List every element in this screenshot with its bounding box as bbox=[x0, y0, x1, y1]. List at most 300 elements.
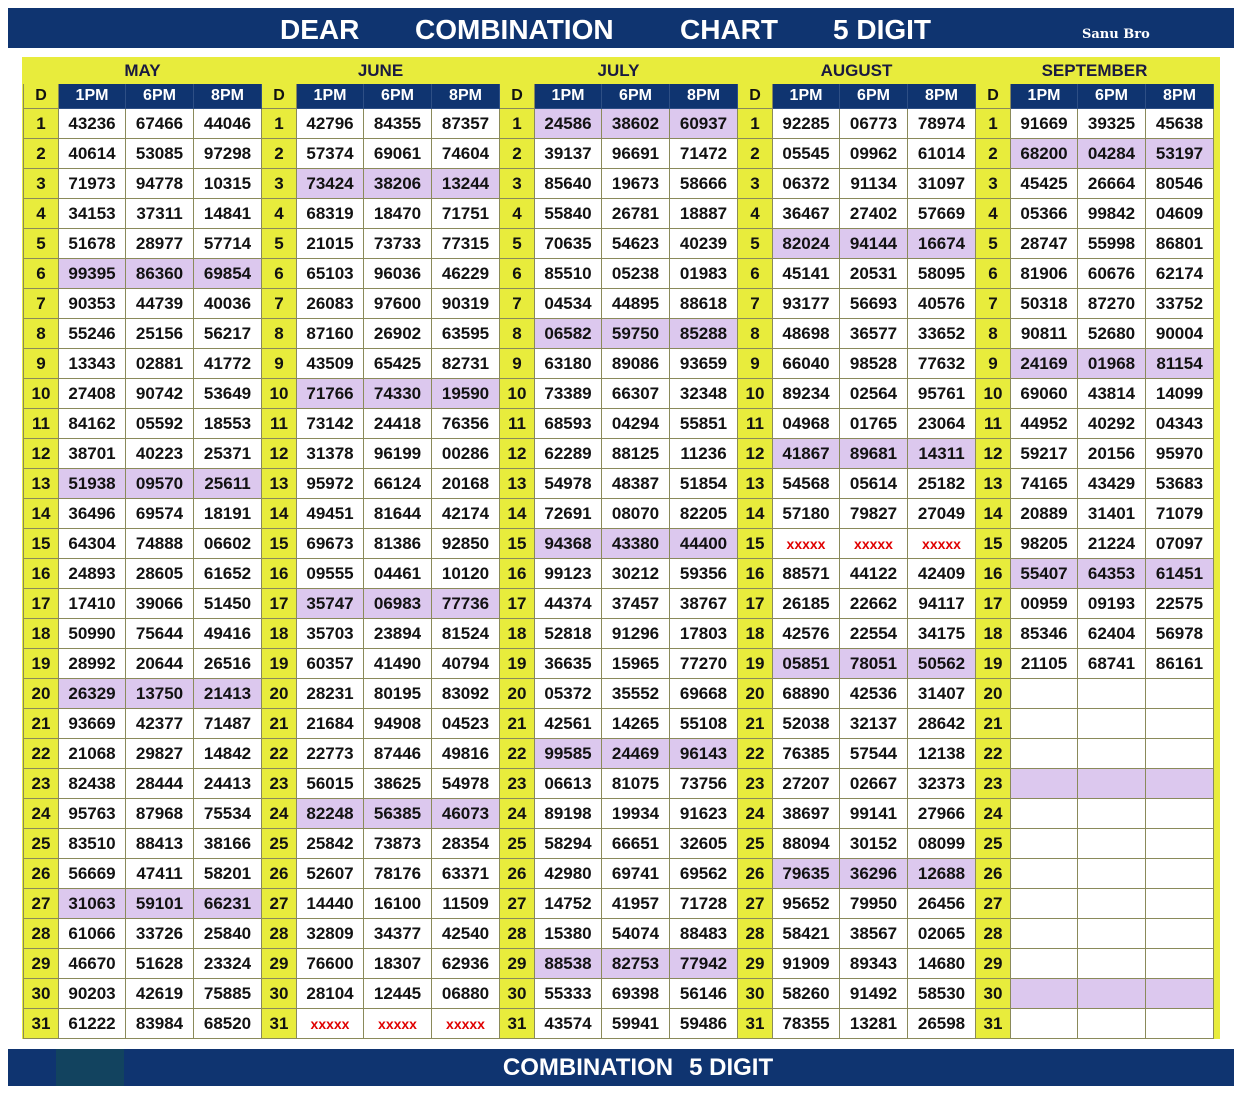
result-cell: 61451 bbox=[1146, 559, 1214, 589]
result-cell bbox=[1078, 769, 1146, 799]
result-cell: 32137 bbox=[840, 709, 908, 739]
day-number-cell: 11 bbox=[24, 409, 59, 439]
result-cell: 94368 bbox=[535, 529, 602, 559]
result-cell: 56978 bbox=[1146, 619, 1214, 649]
result-cell: 76356 bbox=[432, 409, 500, 439]
result-cell: 30152 bbox=[840, 829, 908, 859]
result-cell: 51854 bbox=[670, 469, 738, 499]
day-number-cell: 19 bbox=[500, 649, 535, 679]
result-cell bbox=[1146, 919, 1214, 949]
result-cell: 91669 bbox=[1011, 109, 1078, 139]
day-number-cell: 2 bbox=[262, 139, 297, 169]
result-cell: 58530 bbox=[908, 979, 976, 1009]
day-number-cell: 23 bbox=[500, 769, 535, 799]
result-cell: 54623 bbox=[602, 229, 670, 259]
day-number-cell: 29 bbox=[500, 949, 535, 979]
day-number-cell: 22 bbox=[976, 739, 1011, 769]
footer-caption bbox=[0, 1049, 1242, 1086]
result-cell: 90742 bbox=[126, 379, 194, 409]
day-number-cell: 7 bbox=[500, 289, 535, 319]
day-number-cell: 8 bbox=[976, 319, 1011, 349]
day-number-cell: 21 bbox=[976, 709, 1011, 739]
result-cell: 05238 bbox=[602, 259, 670, 289]
result-cell bbox=[1078, 949, 1146, 979]
result-cell: 26456 bbox=[908, 889, 976, 919]
day-number-cell: 21 bbox=[24, 709, 59, 739]
day-number-cell: 9 bbox=[262, 349, 297, 379]
result-cell: 41957 bbox=[602, 889, 670, 919]
table-row bbox=[24, 709, 1214, 739]
day-number-cell: 30 bbox=[262, 979, 297, 1009]
result-cell: 65425 bbox=[364, 349, 432, 379]
result-cell: 42540 bbox=[432, 919, 500, 949]
day-number-cell: 9 bbox=[976, 349, 1011, 379]
result-cell: 07097 bbox=[1146, 529, 1214, 559]
table-row bbox=[24, 589, 1214, 619]
result-cell: 45425 bbox=[1011, 169, 1078, 199]
day-number-cell: 2 bbox=[500, 139, 535, 169]
result-cell: 50318 bbox=[1011, 289, 1078, 319]
result-cell: 21015 bbox=[297, 229, 364, 259]
result-cell: 87968 bbox=[126, 799, 194, 829]
day-number-cell: 29 bbox=[976, 949, 1011, 979]
result-cell: 55840 bbox=[535, 199, 602, 229]
result-cell: 53085 bbox=[126, 139, 194, 169]
result-cell: 89198 bbox=[535, 799, 602, 829]
result-cell: 11236 bbox=[670, 439, 738, 469]
result-cell: 94144 bbox=[840, 229, 908, 259]
result-cell: 62174 bbox=[1146, 259, 1214, 289]
result-cell: 65103 bbox=[297, 259, 364, 289]
table-row bbox=[24, 409, 1214, 439]
result-cell: 38567 bbox=[840, 919, 908, 949]
result-cell: 14752 bbox=[535, 889, 602, 919]
result-cell: 21684 bbox=[297, 709, 364, 739]
result-cell: 84162 bbox=[59, 409, 126, 439]
result-cell: 22662 bbox=[840, 589, 908, 619]
day-number-cell: 8 bbox=[738, 319, 773, 349]
result-cell bbox=[1078, 739, 1146, 769]
table-row bbox=[24, 499, 1214, 529]
result-cell: 43814 bbox=[1078, 379, 1146, 409]
day-number-cell: 4 bbox=[262, 199, 297, 229]
result-cell: 18470 bbox=[364, 199, 432, 229]
result-cell: 26664 bbox=[1078, 169, 1146, 199]
day-number-cell: 12 bbox=[500, 439, 535, 469]
result-cell: xxxxx bbox=[840, 529, 908, 559]
day-number-cell: 19 bbox=[24, 649, 59, 679]
result-cell bbox=[1011, 709, 1078, 739]
result-cell bbox=[1146, 769, 1214, 799]
result-cell: 28642 bbox=[908, 709, 976, 739]
result-cell: 74604 bbox=[432, 139, 500, 169]
result-cell: 56015 bbox=[297, 769, 364, 799]
result-cell: 99585 bbox=[535, 739, 602, 769]
result-cell: 36467 bbox=[773, 199, 840, 229]
result-cell bbox=[1078, 919, 1146, 949]
result-cell: 13281 bbox=[840, 1009, 908, 1039]
result-cell: 44895 bbox=[602, 289, 670, 319]
day-number-cell: 30 bbox=[24, 979, 59, 1009]
result-cell: 88125 bbox=[602, 439, 670, 469]
day-number-cell: 28 bbox=[24, 919, 59, 949]
result-cell: 68593 bbox=[535, 409, 602, 439]
result-cell: 55333 bbox=[535, 979, 602, 1009]
day-number-cell: 20 bbox=[738, 679, 773, 709]
result-cell: 82205 bbox=[670, 499, 738, 529]
result-cell: 66651 bbox=[602, 829, 670, 859]
day-number-cell: 18 bbox=[976, 619, 1011, 649]
day-number-cell: 11 bbox=[976, 409, 1011, 439]
day-number-cell: 18 bbox=[24, 619, 59, 649]
combination-chart-table bbox=[23, 58, 1214, 1039]
day-number-cell: 8 bbox=[500, 319, 535, 349]
result-cell: 71973 bbox=[59, 169, 126, 199]
result-cell: 78355 bbox=[773, 1009, 840, 1039]
day-number-cell: 10 bbox=[262, 379, 297, 409]
result-cell: 56217 bbox=[194, 319, 262, 349]
day-number-cell: 9 bbox=[738, 349, 773, 379]
day-number-cell: 13 bbox=[976, 469, 1011, 499]
result-cell: 16674 bbox=[908, 229, 976, 259]
result-cell: 81386 bbox=[364, 529, 432, 559]
result-cell: 28977 bbox=[126, 229, 194, 259]
result-cell: 69060 bbox=[1011, 379, 1078, 409]
result-cell: 61066 bbox=[59, 919, 126, 949]
result-cell: 46073 bbox=[432, 799, 500, 829]
result-cell: 56669 bbox=[59, 859, 126, 889]
result-cell: 76600 bbox=[297, 949, 364, 979]
result-cell: 22575 bbox=[1146, 589, 1214, 619]
result-cell: 42796 bbox=[297, 109, 364, 139]
result-cell: 02881 bbox=[126, 349, 194, 379]
day-number-cell: 26 bbox=[738, 859, 773, 889]
result-cell: 52680 bbox=[1078, 319, 1146, 349]
result-cell: 56693 bbox=[840, 289, 908, 319]
result-cell: 57669 bbox=[908, 199, 976, 229]
result-cell: 64304 bbox=[59, 529, 126, 559]
day-number-cell: 31 bbox=[976, 1009, 1011, 1039]
result-cell: 19934 bbox=[602, 799, 670, 829]
result-cell: 59486 bbox=[670, 1009, 738, 1039]
result-cell: 12138 bbox=[908, 739, 976, 769]
result-cell: 88571 bbox=[773, 559, 840, 589]
result-cell bbox=[1011, 859, 1078, 889]
result-cell: 32605 bbox=[670, 829, 738, 859]
result-cell: 44046 bbox=[194, 109, 262, 139]
result-cell: 06372 bbox=[773, 169, 840, 199]
result-cell: 00286 bbox=[432, 439, 500, 469]
table-row bbox=[24, 139, 1214, 169]
result-cell: 76385 bbox=[773, 739, 840, 769]
table-row bbox=[24, 799, 1214, 829]
result-cell: 48698 bbox=[773, 319, 840, 349]
result-cell: 47411 bbox=[126, 859, 194, 889]
result-cell bbox=[1146, 859, 1214, 889]
day-number-cell: 1 bbox=[500, 109, 535, 139]
result-cell: 61652 bbox=[194, 559, 262, 589]
day-number-cell: 23 bbox=[24, 769, 59, 799]
result-cell: 77632 bbox=[908, 349, 976, 379]
result-cell: 69673 bbox=[297, 529, 364, 559]
day-number-cell: 30 bbox=[500, 979, 535, 1009]
result-cell: xxxxx bbox=[773, 529, 840, 559]
result-cell: 73756 bbox=[670, 769, 738, 799]
table-row bbox=[24, 529, 1214, 559]
result-cell: 96036 bbox=[364, 259, 432, 289]
result-cell: 51450 bbox=[194, 589, 262, 619]
result-cell: 78051 bbox=[840, 649, 908, 679]
table-row bbox=[24, 169, 1214, 199]
result-cell: 18887 bbox=[670, 199, 738, 229]
result-cell bbox=[1078, 829, 1146, 859]
day-number-cell: 3 bbox=[24, 169, 59, 199]
slot-column-header: 8PM bbox=[1146, 84, 1214, 109]
table-row bbox=[24, 109, 1214, 139]
day-number-cell: 25 bbox=[24, 829, 59, 859]
result-cell: 91623 bbox=[670, 799, 738, 829]
result-cell: 83092 bbox=[432, 679, 500, 709]
result-cell: 40614 bbox=[59, 139, 126, 169]
table-row bbox=[24, 829, 1214, 859]
result-cell: 94117 bbox=[908, 589, 976, 619]
result-cell bbox=[1011, 769, 1078, 799]
day-number-cell: 29 bbox=[24, 949, 59, 979]
result-cell: 28747 bbox=[1011, 229, 1078, 259]
table-row bbox=[24, 379, 1214, 409]
month-title-august: AUGUST bbox=[738, 59, 976, 84]
day-number-cell: 31 bbox=[262, 1009, 297, 1039]
day-number-cell: 28 bbox=[976, 919, 1011, 949]
day-number-cell: 7 bbox=[738, 289, 773, 319]
result-cell: 99842 bbox=[1078, 199, 1146, 229]
result-cell: 95763 bbox=[59, 799, 126, 829]
result-cell: 46229 bbox=[432, 259, 500, 289]
result-cell: 24586 bbox=[535, 109, 602, 139]
result-cell: 68200 bbox=[1011, 139, 1078, 169]
day-number-cell: 18 bbox=[738, 619, 773, 649]
result-cell: 43574 bbox=[535, 1009, 602, 1039]
result-cell: 88538 bbox=[535, 949, 602, 979]
result-cell: 81644 bbox=[364, 499, 432, 529]
day-number-cell: 10 bbox=[24, 379, 59, 409]
title-banner bbox=[8, 8, 1234, 48]
result-cell: 71487 bbox=[194, 709, 262, 739]
result-cell: 18553 bbox=[194, 409, 262, 439]
result-cell: 83510 bbox=[59, 829, 126, 859]
day-number-cell: 14 bbox=[262, 499, 297, 529]
result-cell: 39137 bbox=[535, 139, 602, 169]
day-number-cell: 3 bbox=[738, 169, 773, 199]
result-cell: 58095 bbox=[908, 259, 976, 289]
result-cell: 54978 bbox=[535, 469, 602, 499]
day-number-cell: 10 bbox=[500, 379, 535, 409]
slot-column-header: 1PM bbox=[1011, 84, 1078, 109]
result-cell: 69398 bbox=[602, 979, 670, 1009]
result-cell: 50562 bbox=[908, 649, 976, 679]
result-cell bbox=[1146, 829, 1214, 859]
result-cell: 04968 bbox=[773, 409, 840, 439]
result-cell: 48387 bbox=[602, 469, 670, 499]
footer-word-combination: COMBINATION bbox=[502, 1054, 674, 1081]
result-cell: 40239 bbox=[670, 229, 738, 259]
result-cell bbox=[1078, 709, 1146, 739]
table-row bbox=[24, 319, 1214, 349]
day-number-cell: 7 bbox=[262, 289, 297, 319]
day-number-cell: 27 bbox=[500, 889, 535, 919]
result-cell: 40292 bbox=[1078, 409, 1146, 439]
day-number-cell: 4 bbox=[976, 199, 1011, 229]
result-cell: 46670 bbox=[59, 949, 126, 979]
day-number-cell: 2 bbox=[24, 139, 59, 169]
result-cell: 62936 bbox=[432, 949, 500, 979]
day-number-cell: 15 bbox=[976, 529, 1011, 559]
result-cell: 13343 bbox=[59, 349, 126, 379]
day-number-cell: 16 bbox=[738, 559, 773, 589]
result-cell: 36635 bbox=[535, 649, 602, 679]
result-cell: 08099 bbox=[908, 829, 976, 859]
day-number-cell: 16 bbox=[500, 559, 535, 589]
day-number-cell: 15 bbox=[24, 529, 59, 559]
day-number-cell: 15 bbox=[262, 529, 297, 559]
result-cell: 27049 bbox=[908, 499, 976, 529]
result-cell: 37457 bbox=[602, 589, 670, 619]
result-cell: 71472 bbox=[670, 139, 738, 169]
result-cell: 88483 bbox=[670, 919, 738, 949]
result-cell: 60676 bbox=[1078, 259, 1146, 289]
result-cell: 06613 bbox=[535, 769, 602, 799]
result-cell: 33652 bbox=[908, 319, 976, 349]
result-cell: 69061 bbox=[364, 139, 432, 169]
result-cell: 61014 bbox=[908, 139, 976, 169]
result-cell: 42536 bbox=[840, 679, 908, 709]
result-cell: 93659 bbox=[670, 349, 738, 379]
result-cell bbox=[1146, 739, 1214, 769]
result-cell: 68741 bbox=[1078, 649, 1146, 679]
result-cell: 28444 bbox=[126, 769, 194, 799]
day-number-cell: 8 bbox=[24, 319, 59, 349]
result-cell bbox=[1078, 799, 1146, 829]
day-number-cell: 22 bbox=[262, 739, 297, 769]
result-cell: 68319 bbox=[297, 199, 364, 229]
result-cell: 10315 bbox=[194, 169, 262, 199]
result-cell: 14440 bbox=[297, 889, 364, 919]
day-number-cell: 13 bbox=[24, 469, 59, 499]
table-row bbox=[24, 739, 1214, 769]
result-cell: 92850 bbox=[432, 529, 500, 559]
result-cell: 49416 bbox=[194, 619, 262, 649]
result-cell: 71766 bbox=[297, 379, 364, 409]
result-cell: 14842 bbox=[194, 739, 262, 769]
result-cell: 17410 bbox=[59, 589, 126, 619]
result-cell: 71728 bbox=[670, 889, 738, 919]
result-cell: 75534 bbox=[194, 799, 262, 829]
result-cell: 87357 bbox=[432, 109, 500, 139]
day-number-cell: 14 bbox=[976, 499, 1011, 529]
result-cell: 66231 bbox=[194, 889, 262, 919]
day-number-cell: 24 bbox=[500, 799, 535, 829]
result-cell: 69741 bbox=[602, 859, 670, 889]
day-number-cell: 5 bbox=[738, 229, 773, 259]
result-cell: 27408 bbox=[59, 379, 126, 409]
result-cell: 38625 bbox=[364, 769, 432, 799]
result-cell: 83984 bbox=[126, 1009, 194, 1039]
day-number-cell: 1 bbox=[24, 109, 59, 139]
result-cell: 74330 bbox=[364, 379, 432, 409]
day-number-cell: 27 bbox=[24, 889, 59, 919]
result-cell: 25611 bbox=[194, 469, 262, 499]
result-cell: xxxxx bbox=[364, 1009, 432, 1039]
result-cell: 04294 bbox=[602, 409, 670, 439]
day-number-cell: 21 bbox=[262, 709, 297, 739]
title-word-dear: DEAR bbox=[280, 14, 360, 45]
day-number-cell: 14 bbox=[738, 499, 773, 529]
result-cell: 58260 bbox=[773, 979, 840, 1009]
result-cell: 20889 bbox=[1011, 499, 1078, 529]
table-row bbox=[24, 949, 1214, 979]
table-row bbox=[24, 259, 1214, 289]
day-number-cell: 30 bbox=[976, 979, 1011, 1009]
result-cell bbox=[1146, 709, 1214, 739]
result-cell: 91134 bbox=[840, 169, 908, 199]
day-number-cell: 19 bbox=[738, 649, 773, 679]
result-cell: 21105 bbox=[1011, 649, 1078, 679]
result-cell: 93177 bbox=[773, 289, 840, 319]
day-number-cell: 20 bbox=[500, 679, 535, 709]
slot-column-header: 6PM bbox=[602, 84, 670, 109]
result-cell: 50990 bbox=[59, 619, 126, 649]
day-number-cell: 21 bbox=[500, 709, 535, 739]
result-cell: 25182 bbox=[908, 469, 976, 499]
day-number-cell: 14 bbox=[24, 499, 59, 529]
result-cell: 67466 bbox=[126, 109, 194, 139]
table-row bbox=[24, 979, 1214, 1009]
result-cell: 20156 bbox=[1078, 439, 1146, 469]
result-cell: 86161 bbox=[1146, 649, 1214, 679]
result-cell: 56385 bbox=[364, 799, 432, 829]
result-cell: 09555 bbox=[297, 559, 364, 589]
result-cell: 80195 bbox=[364, 679, 432, 709]
result-cell: 38602 bbox=[602, 109, 670, 139]
result-cell: 90004 bbox=[1146, 319, 1214, 349]
result-cell: 02564 bbox=[840, 379, 908, 409]
day-number-cell: 26 bbox=[24, 859, 59, 889]
day-number-cell: 6 bbox=[24, 259, 59, 289]
result-cell: 90319 bbox=[432, 289, 500, 319]
result-cell: 06880 bbox=[432, 979, 500, 1009]
result-cell: 15965 bbox=[602, 649, 670, 679]
day-number-cell: 17 bbox=[262, 589, 297, 619]
day-number-cell: 18 bbox=[500, 619, 535, 649]
result-cell: 89234 bbox=[773, 379, 840, 409]
result-cell: 02065 bbox=[908, 919, 976, 949]
result-cell: 42561 bbox=[535, 709, 602, 739]
result-cell: 40794 bbox=[432, 649, 500, 679]
result-cell: 24169 bbox=[1011, 349, 1078, 379]
result-cell: 59101 bbox=[126, 889, 194, 919]
result-cell: 91492 bbox=[840, 979, 908, 1009]
result-cell: 04461 bbox=[364, 559, 432, 589]
result-cell: 85640 bbox=[535, 169, 602, 199]
result-cell bbox=[1011, 919, 1078, 949]
result-cell: 00959 bbox=[1011, 589, 1078, 619]
result-cell: 25156 bbox=[126, 319, 194, 349]
day-column-header: D bbox=[24, 84, 59, 109]
table-row bbox=[24, 679, 1214, 709]
day-number-cell: 18 bbox=[262, 619, 297, 649]
result-cell: 26329 bbox=[59, 679, 126, 709]
day-number-cell: 28 bbox=[262, 919, 297, 949]
